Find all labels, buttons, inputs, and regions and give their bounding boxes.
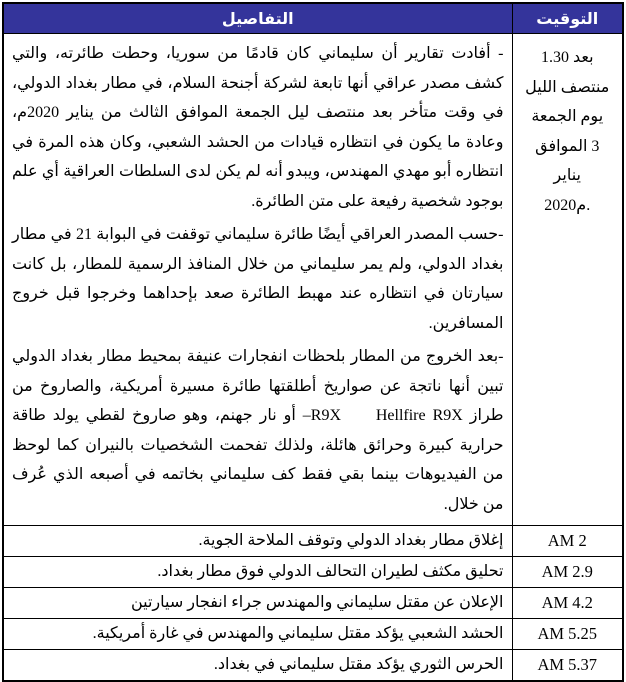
timing-line: 2020م. <box>544 196 591 214</box>
event-details: الحرس الثوري يؤكد مقتل سليماني في بغداد. <box>3 650 512 681</box>
main-event-details <box>3 34 512 526</box>
event-time: 2 AM <box>512 526 623 557</box>
table-row <box>3 557 623 588</box>
table-row <box>3 588 623 619</box>
timing-line: يناير <box>553 167 581 184</box>
event-details: الإعلان عن مقتل سليماني والمهندس جراء انفجار سيارتين <box>3 588 512 619</box>
header-row <box>3 3 623 34</box>
table-row <box>3 650 623 681</box>
timeline-table <box>2 2 624 682</box>
details-paragraph: - أفادت تقارير أن سليماني كان قادمًا من سوريا، وحطت طائرته، والتي كشف مصدر عراقي أنها تابعة لشركة أجنحة السلام، في مطار بغداد الدولي، في وقت متأخر بعد منتصف ليل الجمعة الموافق الثالث من يناير 2020م، وعادة ما يكون في انتظاره قيادات من الحشد الشعبي، وكان هذه المرة في انتظاره أبو مهدي المهندس، ويبدو أنه لم يكن لدى السلطات العراقية أي علم بوجود شخصية رفيعة على متن الطائرة. <box>12 45 504 210</box>
main-event-row <box>3 34 623 526</box>
timing-line: منتصف الليل <box>525 78 610 96</box>
event-time: 5.25 AM <box>512 619 623 650</box>
table-row <box>3 526 623 557</box>
details-column-header: التفاصيل <box>3 3 512 34</box>
timing-line: 1.30 بعد <box>540 49 594 66</box>
table-row <box>3 619 623 650</box>
details-paragraph: -بعد الخروج من المطار بلحظات انفجارات عنيفة بمحيط مطار بغداد الدولي تبين أنها ناتجة عن صواريخ أطلقتها طائرة مسيرة أمريكية، والصاروخ من طراز R9X Hellfire R9X– أو نار جهنم، وهو صاروخ لقطي يولد طاقة حرارية كبيرة وحرائق هائلة، ولذلك تفحمت الشخصيات بالنيران كما لوحظ من الفيديوهات بينما بقي فقط كف سليماني بخاتمه في أصبعه الذي عُرف من خلال. <box>12 348 504 513</box>
event-details: تحليق مكثف لطيران التحالف الدولي فوق مطار بغداد. <box>3 557 512 588</box>
main-event-time <box>512 34 623 526</box>
event-details: إغلاق مطار بغداد الدولي وتوقف الملاحة الجوية. <box>3 526 512 557</box>
details-paragraph: -حسب المصدر العراقي أيضًا طائرة سليماني توقفت في البوابة 21 في مطار بغداد الدولي، ولم يمر سليماني من خلال المنافذ الرسمية للمطار، بل كانت سيارتان في انتظاره عند مهبط الطائرة صعد بإحداهما وخرجوا قبل خروج المسافرين. <box>12 226 504 332</box>
timing-column-header: التوقيت <box>512 3 623 34</box>
event-time: 5.37 AM <box>512 650 623 681</box>
event-details: الحشد الشعبي يؤكد مقتل سليماني والمهندس في غارة أمريكية. <box>3 619 512 650</box>
timing-line: 3 الموافق <box>535 137 600 155</box>
event-time: 2.9 AM <box>512 557 623 588</box>
timing-line: يوم الجمعة <box>531 108 604 125</box>
event-time: 4.2 AM <box>512 588 623 619</box>
